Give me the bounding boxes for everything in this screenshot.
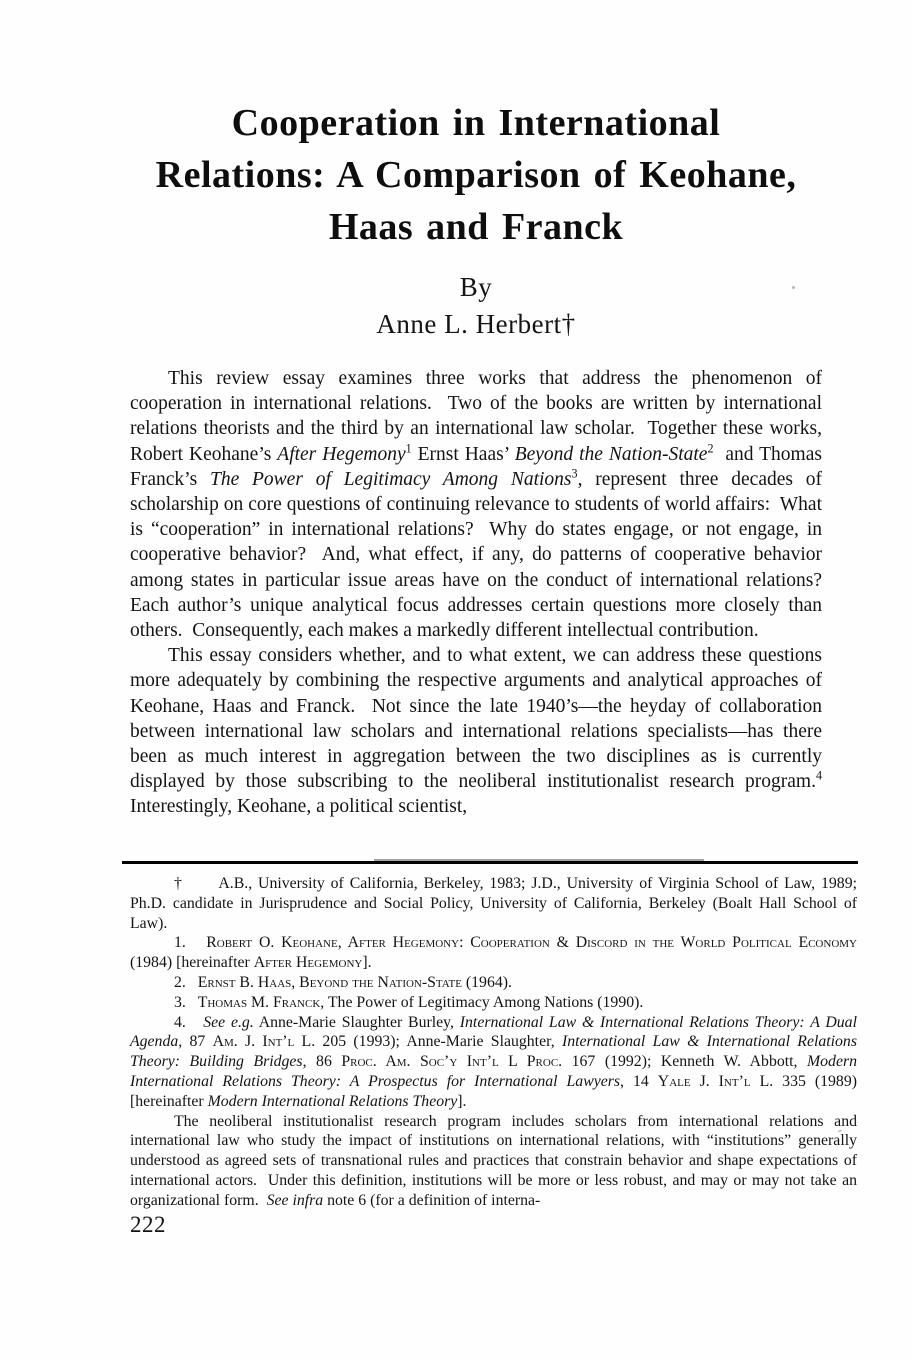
footnote-3: 3. Thomas M. Franck, The Power of Legitimacy Among Nations (1990).	[174, 993, 644, 1011]
scan-speck	[792, 286, 795, 289]
body-paragraph-1: This review essay examines three works that address the phenomenon of cooperation in international relations. Two of the books are written by international relations theorists and the third by an international law scholar. Together these works, Robert Keohane’s After Hegemony$^1$ Ernst Haas’ Beyond the Nation-State$^2$ and Thomas Franck’s The Power of Legitimacy Among Nations$^3$, represent three decades of scholarship on core questions of continuing relevance to students of world affairs: What is “cooperation” in international relations? Why do states engage, or not engage, in cooperative behavior? And, what effect, if any, do patterns of cooperative behavior among states in particular issue areas have on the conduct of international relations? Each author’s unique analytical focus addresses certain questions more closely than others. Consequently, each makes a markedly different intellectual contribution.	[130, 368, 832, 642]
footnotes	[130, 874, 861, 1211]
article-title-line-1: Cooperation in International	[231, 102, 721, 144]
footnote-4-continuation: The neoliberal institutionalist research program includes scholars from international relations and international law who study the impact of institutions on international relations, with “institutions” generally understood as agreed sets of transnational rules and practices that constrain behavior and shape expectations of international actors. Under this definition, institutions will be more or less robust, and may or may not take an organizational form. See infra note 6 (for a definition of interna-	[130, 1112, 861, 1209]
byline-by: By	[459, 272, 493, 302]
byline-author: Anne L. Herbert†	[376, 309, 576, 339]
footnote-2: 2. Ernst B. Haas, Beyond the Nation-State (1964).	[174, 973, 512, 991]
article-title-line-3: Haas and Franck	[328, 206, 624, 248]
body-paragraph-2: This essay considers whether, and to what extent, we can address these questions more adequately by combining the respective arguments and analytical approaches of Keohane, Haas and Franck. Not since the late 1940’s—the heyday of collaboration between international law scholars and international relations specialists—has there been as much interest in aggregation between the two disciplines as is currently displayed by those subscribing to the neoliberal institutionalist research program.$^4$ Interestingly, Keohane, a political scientist,	[130, 645, 827, 818]
byline	[110, 269, 842, 343]
footnote-separator-rule	[122, 861, 858, 864]
footnote-1: 1. Robert O. Keohane, After Hegemony: Cooperation & Discord in the World Political Economy (1984) [hereinafter After Hegemony].	[130, 934, 861, 972]
article-title-line-2: Relations: A Comparison of Keohane,	[155, 154, 797, 196]
footnote-4: 4. See e.g. Anne-Marie Slaughter Burley, International Law & International Relations Theory: A Dual Agenda, 87 Am. J. Int’l L. 205 (1993); Anne-Marie Slaughter, International Law & International Relations Theory: Building Bridges, 86 Proc. Am. Soc’y Int’l L Proc. 167 (1992); Kenneth W. Abbott, Modern International Relations Theory: A Prospectus for International Lawyers, 14 Yale J. Int’l L. 335 (1989) [hereinafter Modern International Relations Theory].	[130, 1013, 861, 1110]
page-number: 222	[130, 1212, 166, 1237]
article-body	[130, 366, 832, 820]
footnote-dagger: † A.B., University of California, Berkeley, 1983; J.D., University of Virginia School of Law, 1989; Ph.D. candidate in Jurisprudence and Social Policy, University of California, Berkeley (Boalt Hall School of Law).	[130, 875, 861, 932]
article-title	[110, 97, 842, 253]
